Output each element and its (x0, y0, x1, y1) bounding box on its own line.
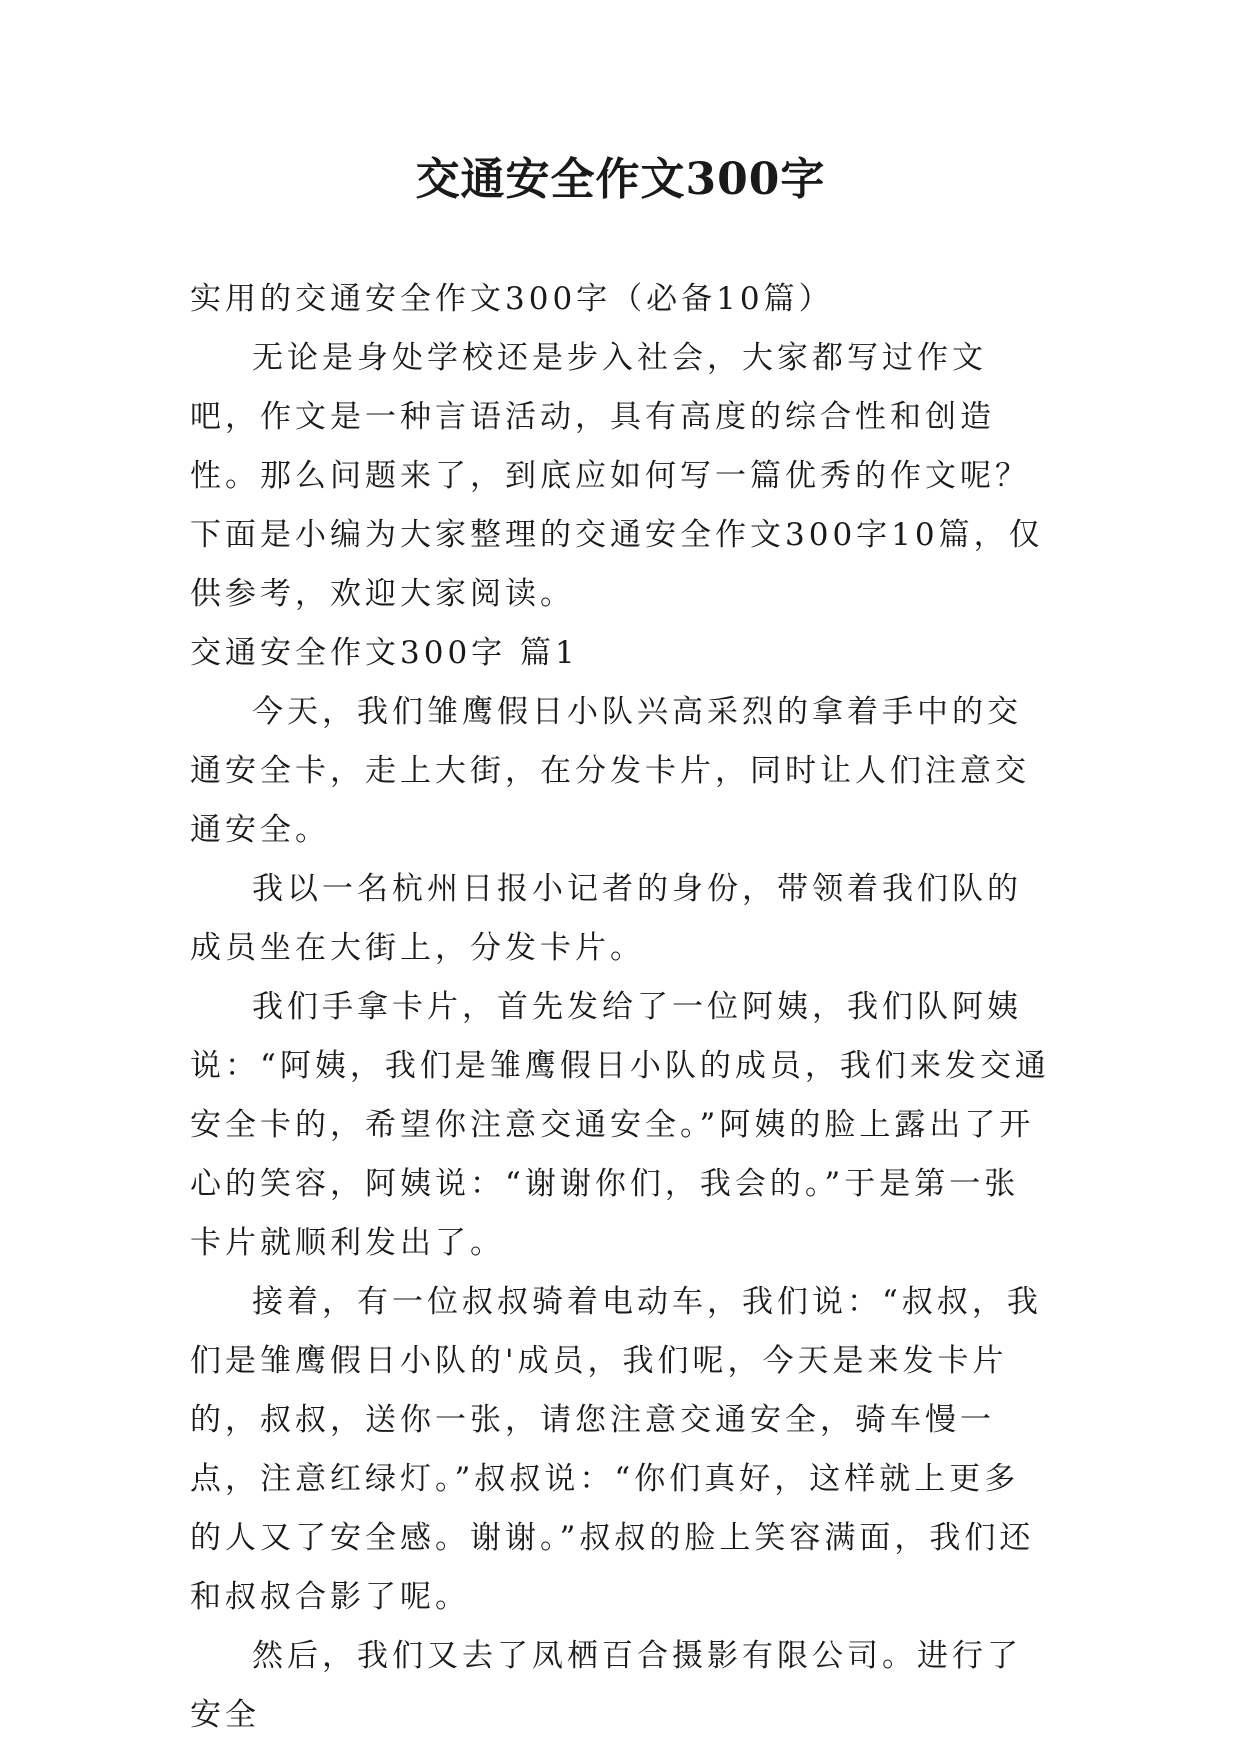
body-paragraph: 然后，我们又去了凤栖百合摄影有限公司。进行了安全 (190, 1638, 1022, 1733)
subtitle-line: 实用的交通安全作文300字（必备10篇） (190, 281, 834, 317)
intro-paragraph: 无论是身处学校还是步入社会，大家都写过作文吧，作文是一种言语活动，具有高度的综合性和创造性。那么问题来了，到底应如何写一篇优秀的作文呢？下面是小编为大家整理的交通安全作文300字10篇，仅供参考，欢迎大家阅读。 (190, 340, 1044, 612)
body-paragraph: 今天，我们雏鹰假日小队兴高采烈的拿着手中的交通安全卡，走上大街，在分发卡片，同时让人们注意交通安全。 (190, 694, 1030, 848)
document-body (190, 270, 1050, 1745)
body-paragraph: 我以一名杭州日报小记者的身份，带领着我们队的成员坐在大街上，分发卡片。 (190, 871, 1022, 966)
body-paragraph: 接着，有一位叔叔骑着电动车，我们说：“叔叔，我们是雏鹰假日小队的'成员，我们呢，今天是来发卡片的，叔叔，送你一张，请您注意交通安全，骑车慢一点，注意红绿灯。”叔叔说：“你们真好，这样就上更多的人又了安全感。谢谢。”叔叔的脸上笑容满面，我们还和叔叔合影了呢。 (190, 1284, 1042, 1615)
body-paragraph: 我们手拿卡片，首先发给了一位阿姨，我们队阿姨说：“阿姨，我们是雏鹰假日小队的成员，我们来发交通安全卡的，希望你注意交通安全。”阿姨的脸上露出了开心的笑容，阿姨说：“谢谢你们，我会的。”于是第一张卡片就顺利发出了。 (190, 989, 1050, 1261)
document-title: 交通安全作文300字 (415, 154, 826, 205)
section-heading: 交通安全作文300字 篇1 (190, 635, 579, 671)
